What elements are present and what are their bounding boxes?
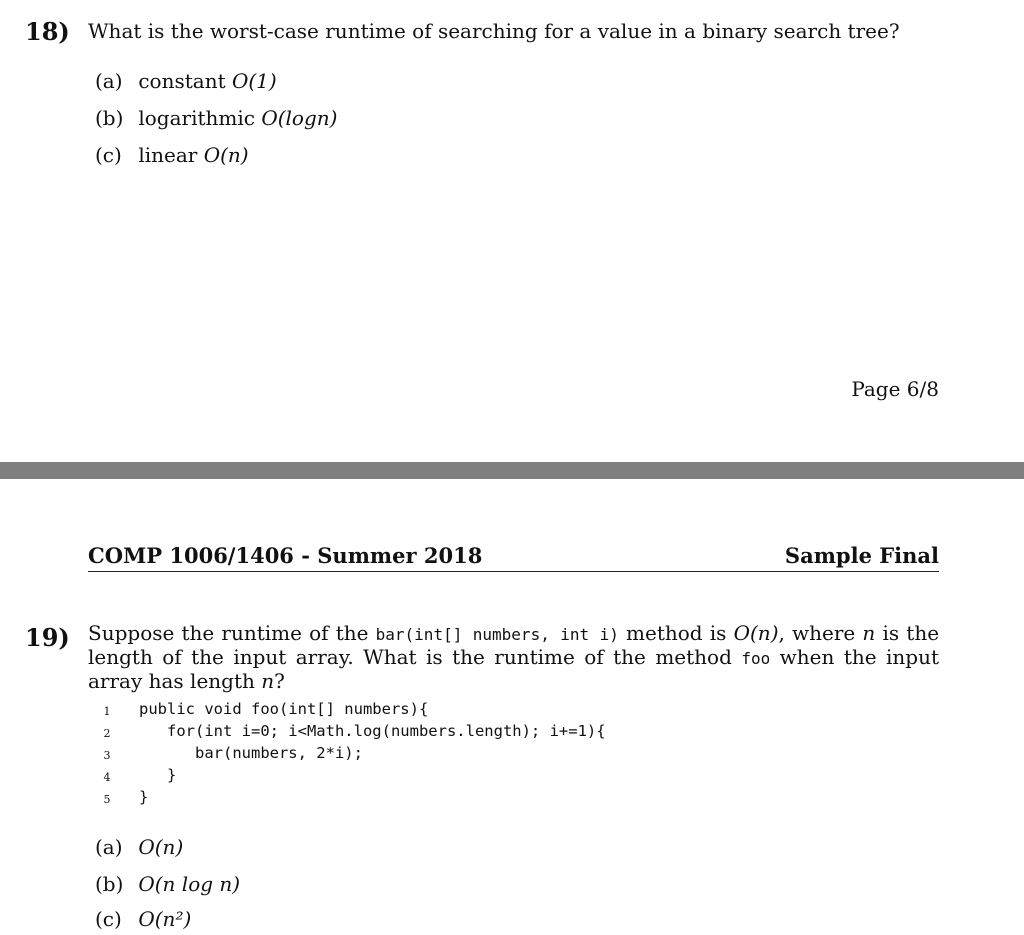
q19-text-part: is the length of the input array. What is the runtime of the method (88, 621, 940, 669)
page-divider (0, 462, 1024, 479)
option-label: (a) (95, 69, 123, 93)
q19-math: n (862, 621, 876, 645)
option-label: (b) (95, 872, 124, 896)
code-line (100, 722, 606, 744)
option-math: O(1) (231, 69, 277, 93)
q18-option-b (95, 106, 337, 130)
question-18-number: 18) (25, 17, 70, 46)
code-listing (100, 700, 606, 810)
option-math: O(n) (138, 835, 184, 859)
code-text: for(int i=0; i<Math.log(numbers.length); i+=1){ (139, 722, 606, 740)
page-number: Page 6/8 (851, 377, 939, 401)
option-math: O(logn) (261, 106, 338, 130)
code-text: public void foo(int[] numbers){ (139, 700, 429, 718)
question-19-number: 19) (25, 623, 70, 652)
exam-title: Sample Final (784, 543, 939, 568)
line-number: 3 (103, 749, 111, 762)
q19-text-part: Suppose the runtime of the (88, 621, 369, 645)
q19-code-bar: bar(int[] numbers, int i) (375, 625, 619, 644)
code-line (100, 744, 363, 766)
q18-option-c (95, 143, 249, 167)
code-text: bar(numbers, 2*i); (139, 744, 363, 762)
q19-code-foo: foo (741, 649, 771, 668)
option-text: linear (138, 143, 198, 167)
option-label: (b) (95, 106, 124, 130)
q19-math: n (261, 669, 275, 693)
q19-option-c (95, 907, 191, 931)
question-19-text (88, 622, 939, 692)
q19-text-part: method is (626, 621, 727, 645)
line-number: 4 (103, 771, 111, 784)
option-label: (c) (95, 907, 122, 931)
option-label: (c) (95, 143, 122, 167)
code-text: } (139, 766, 177, 784)
question-18-text: What is the worst-case runtime of searching for a value in a binary search tree? (88, 19, 900, 43)
page-header (88, 543, 939, 572)
option-math: O(n log n) (138, 872, 241, 896)
q19-option-a (95, 835, 183, 859)
code-line (100, 700, 429, 722)
q19-math: O(n) (733, 621, 779, 645)
line-number: 2 (103, 727, 111, 740)
option-label: (a) (95, 835, 123, 859)
line-number: 1 (103, 705, 111, 718)
option-math: O(n) (203, 143, 249, 167)
option-text: logarithmic (138, 106, 255, 130)
code-line (100, 788, 149, 810)
option-math: O(n²) (138, 907, 192, 931)
q19-text-part: when the input array has length (88, 645, 940, 693)
q19-text-part: , where (778, 621, 856, 645)
option-text: constant (138, 69, 226, 93)
q18-option-a (95, 69, 277, 93)
q19-text-part: ? (274, 669, 285, 693)
q19-option-b (95, 872, 240, 896)
line-number: 5 (103, 793, 111, 806)
code-line (100, 766, 177, 788)
course-title: COMP 1006/1406 - Summer 2018 (88, 543, 483, 568)
code-text: } (139, 788, 149, 806)
